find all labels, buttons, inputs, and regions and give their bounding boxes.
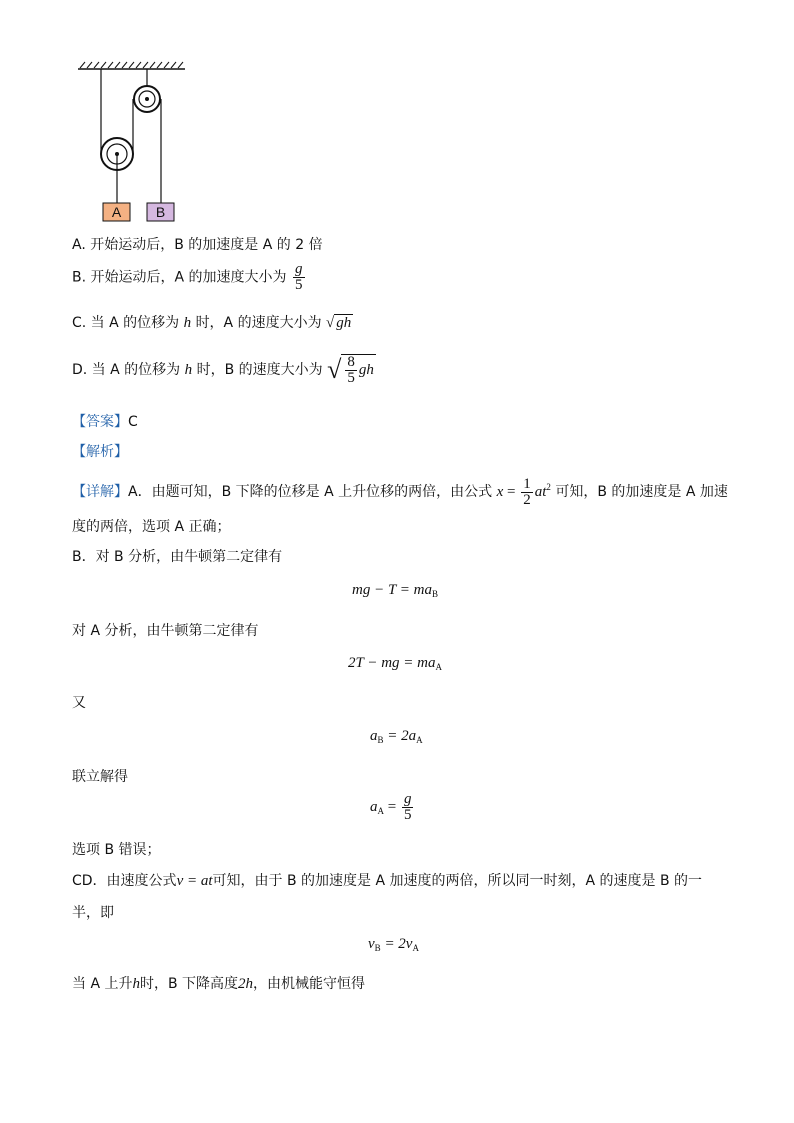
equation-3: $a_B = 2a_A$	[370, 728, 423, 745]
option-d-numerator: 8	[347, 354, 355, 370]
option-d-h: h	[184, 362, 193, 378]
answer-value: C	[128, 414, 138, 430]
equation-1: mg − $T = ma_B$	[352, 582, 438, 599]
detail-line-3: B．对 B 分析，由牛顿第二定律有	[72, 549, 283, 565]
equation-2: 2T − mg = $ma_A$	[348, 655, 442, 672]
detail-label: 【详解】	[72, 483, 128, 500]
option-d-text-1: D. 当 A 的位移为	[72, 362, 181, 378]
detail-line-6: 联立解得	[72, 769, 128, 785]
block-a-label: A	[111, 204, 122, 220]
option-d-text-2: 时，B 的速度大小为	[196, 362, 323, 378]
detail-line-7: 选项 B 错误；	[72, 842, 161, 858]
detail-line-5: 又	[72, 695, 86, 711]
analysis-label: 【解析】	[72, 444, 128, 460]
option-c-h: h	[183, 315, 192, 331]
option-c-text-2: 时，A 的速度大小为	[195, 315, 322, 331]
option-b-text: B. 开始运动后，A 的加速度大小为	[72, 269, 287, 286]
detail-line-1-pre: A．由题可知，B 下降的位移是 A 上升位移的两倍，由公式	[128, 483, 493, 500]
option-b-fraction	[293, 262, 305, 293]
option-c	[72, 312, 353, 332]
option-b-denominator: 5	[295, 277, 303, 293]
option-b	[72, 262, 307, 293]
block-b-label: B	[155, 204, 166, 220]
option-a	[72, 234, 323, 254]
detail-line-4: 对 A 分析，由牛顿第二定律有	[72, 623, 259, 639]
option-c-radicand: gh	[336, 314, 352, 331]
answer-line	[72, 411, 138, 431]
detail-line-8: CD．由速度公式v = at可知，由于 B 的加速度是 A 加速度的两倍，所以同一时刻，A 的速度是 B 的一	[72, 873, 703, 889]
detail-line-2: 度的两倍，选项 A 正确；	[72, 519, 231, 535]
option-d-radicand: gh	[358, 361, 374, 378]
detail-line-1	[72, 477, 728, 508]
option-d-denominator: 5	[347, 370, 355, 386]
option-d	[72, 354, 376, 386]
pulley-diagram	[70, 58, 195, 228]
option-a-text: A. 开始运动后，B 的加速度是 A 的 2 倍	[72, 237, 323, 253]
detail-formula-x: x = $\frac{1}{2}$ $at^2$	[496, 476, 551, 508]
detail-line-9: 半，即	[72, 905, 114, 921]
option-d-fraction	[345, 355, 357, 386]
detail-line-1-post: 可知，B 的加速度是 A 加速	[555, 483, 728, 500]
option-b-numerator: g	[295, 261, 303, 277]
option-d-sqrt: √ $\frac{8}{5}$ gh	[327, 354, 374, 386]
equation-4: $a_A$ = $\frac{g}{5}$	[370, 791, 412, 823]
equation-5: $v_B = 2v_A$	[368, 936, 419, 953]
answer-label: 【答案】	[72, 414, 128, 430]
detail-line-10: 当 A 上升h时，B 下降高度2h，由机械能守恒得	[72, 976, 366, 992]
option-c-text-1: C. 当 A 的位移为	[72, 315, 180, 331]
option-c-sqrt: √ gh	[326, 314, 352, 331]
